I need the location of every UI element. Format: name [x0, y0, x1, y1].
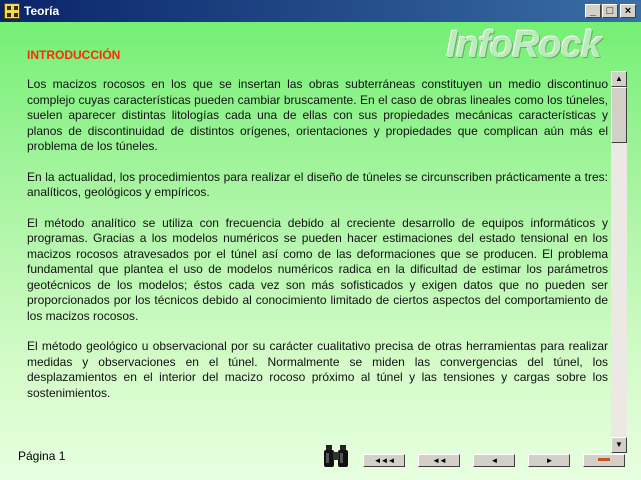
section-heading: INTRODUCCIÓN: [27, 48, 121, 62]
back-fast-button[interactable]: ◄◄: [418, 454, 460, 467]
theory-text: [27, 77, 608, 437]
paragraph-1: Los macizos rocosos en los que se insertan las obras subterráneas constituyen un medio discontinuo complejo cuyas características pueden cambiar bruscamente. En el caso de obras lineales como los túneles, suelen aparecer distintas litologías cada una de ellas con sus propiedades mecánicas características y planos de discontinuidad de distintos orígenes, orientaciones y propiedades que complican aún más el problema de los túneles.: [27, 77, 608, 153]
scroll-thumb[interactable]: [611, 87, 627, 143]
exit-icon: [598, 458, 610, 461]
minimize-button[interactable]: _: [585, 4, 601, 18]
binoculars-icon[interactable]: [323, 443, 349, 469]
first-page-button[interactable]: ◄◄◄: [363, 454, 405, 467]
next-page-button[interactable]: ►: [528, 454, 570, 467]
maximize-button[interactable]: □: [602, 4, 618, 18]
vertical-scrollbar[interactable]: [611, 71, 627, 453]
paragraph-3: El método analítico se utiliza con frecuencia debido al creciente desarrollo de equipos informáticos y programas. Gracias a los modelos numéricos se pueden hacer estimaciones del estado tensional en los macizos rocosos atravesados por el túnel así como de las deformaciones que se producen. El problema fundamental que plantea el uso de modelos numéricos radica en la dificultad de estimar los parámetros geotécnicos de los modelos; éstos cada vez son más sofisticados y exigen datos que no pueden ser proporcionados por los técnicos debido al conocimiento limitado de ciertos aspectos del comportamiento de los macizos rocosos.: [27, 215, 608, 323]
previous-page-button[interactable]: ◄: [473, 454, 515, 467]
scroll-down-button[interactable]: ▼: [611, 437, 627, 453]
app-icon: [4, 3, 20, 19]
page-indicator: Página 1: [18, 449, 66, 463]
window-title: Teoría: [24, 4, 60, 18]
close-button[interactable]: ×: [620, 4, 636, 18]
title-bar[interactable]: [0, 0, 641, 22]
scroll-up-button[interactable]: ▲: [611, 71, 627, 87]
paragraph-2: En la actualidad, los procedimientos para realizar el diseño de túneles se circunscriben prácticamente a tres: analíticos, geológicos y empíricos.: [27, 169, 608, 199]
content-area: [0, 22, 641, 480]
inforock-logo: InfoRock: [446, 24, 601, 66]
exit-button[interactable]: [583, 454, 625, 467]
paragraph-4: El método geológico u observacional por su carácter cualitativo precisa de otras herramientas para realizar medidas y observaciones en el túnel. Normalmente se miden las convergencias del túnel, los desplazamientos en el interior del macizo rocoso próximo al túnel y las tensiones y cargas sobre los sostenimientos.: [27, 339, 608, 400]
